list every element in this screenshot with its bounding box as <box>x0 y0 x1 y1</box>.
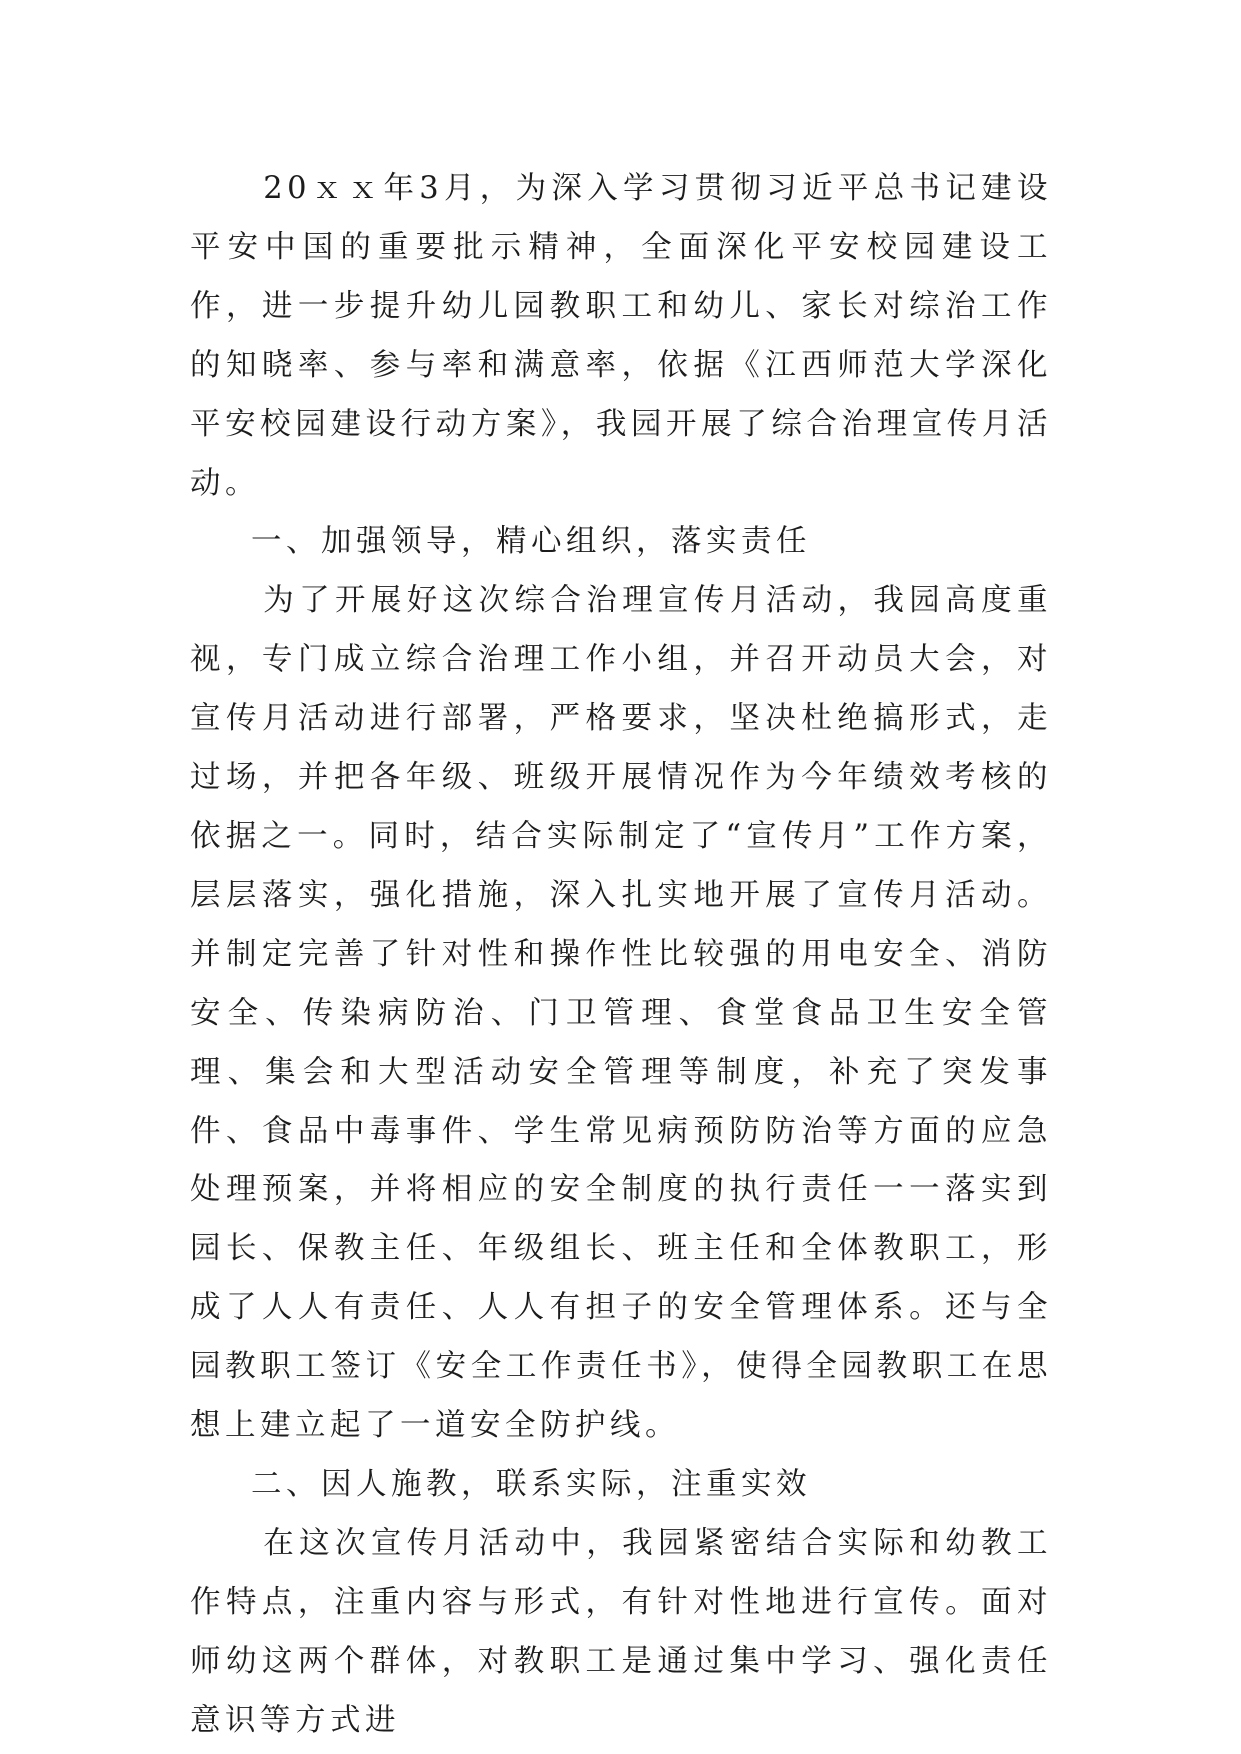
intro-paragraph: 20ｘｘ年3月，为深入学习贯彻习近平总书记建设平安中国的重要批示精神，全面深化平安校园建设工作，进一步提升幼儿园教职工和幼儿、家长对综治工作的知晓率、参与率和满意率，依据《江西师范大学深化平安校园建设行动方案》，我园开展了综合治理宣传月活动。 <box>190 171 1052 501</box>
section-1-paragraph: 为了开展好这次综合治理宣传月活动，我园高度重视，专门成立综合治理工作小组，并召开动员大会，对宣传月活动进行部署，严格要求，坚决杜绝搞形式，走过场，并把各年级、班级开展情况作为今年绩效考核的依据之一。同时，结合实际制定了“宣传月”工作方案，层层落实，强化措施，深入扎实地开展了宣传月活动。并制定完善了针对性和操作性比较强的用电安全、消防安全、传染病防治、门卫管理、食堂食品卫生安全管理、集会和大型活动安全管理等制度，补充了突发事件、食品中毒事件、学生常见病预防防治等方面的应急处理预案，并将相应的安全制度的执行责任一一落实到园长、保教主任、年级组长、班主任和全体教职工，形成了人人有责任、人人有担子的安全管理体系。还与全园教职工签订《安全工作责任书》，使得全园教职工在思想上建立起了一道安全防护线。 <box>190 583 1052 1444</box>
section-heading-2: 二、因人施教，联系实际，注重实效 <box>251 1466 811 1502</box>
section-2-paragraph: 在这次宣传月活动中，我园紧密结合实际和幼教工作特点，注重内容与形式，有针对性地进行宣传。面对师幼这两个群体，对教职工是通过集中学习、强化责任意识等方式进 <box>190 1525 1052 1738</box>
section-heading-1: 一、加强领导，精心组织，落实责任 <box>251 524 811 560</box>
document-body <box>190 160 1052 1750</box>
